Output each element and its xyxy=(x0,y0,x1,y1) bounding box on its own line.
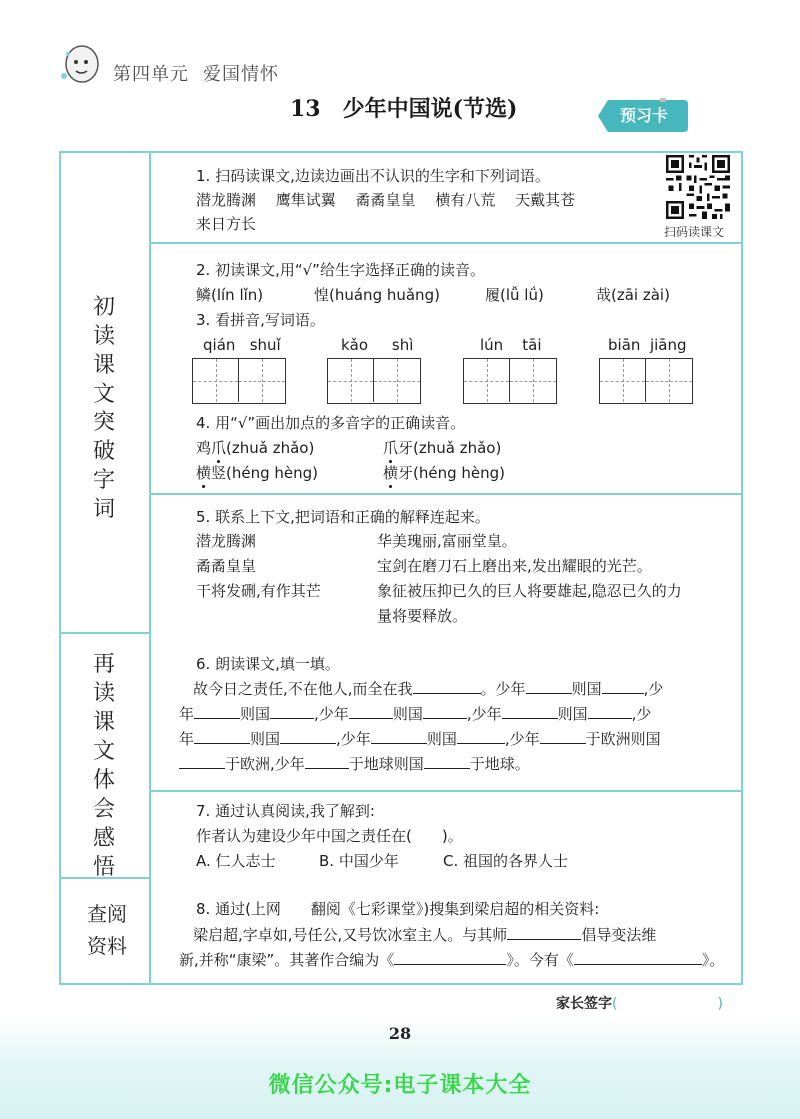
divider xyxy=(151,493,741,495)
fill-blank[interactable] xyxy=(179,755,225,769)
q3-pinyin: lún tāi xyxy=(480,336,542,354)
q4-item: 鸡爪(zhuǎ zhǎo) xyxy=(196,439,315,457)
fill-blank[interactable] xyxy=(394,951,506,965)
q3-pinyin: kǎo shì xyxy=(341,336,414,354)
grid-cell[interactable] xyxy=(600,359,646,402)
section2-title-b: 体 会 感 悟 xyxy=(92,768,115,880)
unit-label: 第四单元 xyxy=(113,64,189,85)
parent-signature[interactable]: 家长签字( ) xyxy=(556,996,723,1012)
writing-grid[interactable] xyxy=(327,358,421,404)
q2-item: 惶(huáng huǎng) xyxy=(314,286,440,304)
q5-term[interactable]: 潜龙腾渊 xyxy=(196,532,257,550)
q3-pinyin: biān jiāng xyxy=(608,336,687,354)
grid-cell[interactable] xyxy=(328,359,374,402)
section1-title-a: 初 读 课 文 xyxy=(92,295,115,407)
q2-item: 履(lǚ lǘ) xyxy=(485,286,544,304)
q5-term[interactable]: 干将发硎,有作其芒 xyxy=(196,582,321,600)
section-research xyxy=(61,877,151,983)
fill-blank[interactable] xyxy=(507,926,581,940)
fill-blank[interactable] xyxy=(540,730,586,744)
q3-prompt: 3. 看拼音,写词语。 xyxy=(196,311,325,329)
grid-cell[interactable] xyxy=(193,359,239,402)
q7-option-c[interactable]: C. 祖国的各界人士 xyxy=(443,852,569,870)
lesson-name: 少年中国说(节选) xyxy=(342,96,518,122)
section2-title-a: 再 读 课 文 xyxy=(92,652,115,764)
fill-blank[interactable] xyxy=(588,705,632,719)
grid-cell[interactable] xyxy=(239,359,285,402)
fill-blank[interactable] xyxy=(526,680,572,694)
q2-item: 鳞(lín lǐn) xyxy=(196,286,264,304)
q7-option-a[interactable]: A. 仁人志士 xyxy=(196,852,276,870)
divider xyxy=(151,242,741,244)
fill-blank[interactable] xyxy=(194,730,250,744)
fill-blank[interactable] xyxy=(424,755,470,769)
writing-grid[interactable] xyxy=(192,358,286,404)
grid-cell[interactable] xyxy=(464,359,510,402)
q2-prompt: 2. 初读课文,用“√”给生字选择正确的读音。 xyxy=(196,261,485,279)
q7-prompt: 7. 通过认真阅读,我了解到: xyxy=(196,802,375,820)
fill-blank[interactable] xyxy=(502,705,558,719)
q8-line2: 新,并称“康梁”。其著作合编为《 》。今有《 》。 xyxy=(179,951,725,969)
q1-words-line1: 潜龙腾渊 鹰隼试翼 矞矞皇皇 横有八荒 天戴其苍 xyxy=(196,191,576,209)
unit-heading xyxy=(113,60,293,86)
mascot-icon xyxy=(58,42,102,88)
fill-blank[interactable] xyxy=(194,705,240,719)
q6-line3: 年 则国 ,少年 则国 ,少年 于欧洲则国 xyxy=(179,730,661,748)
qr-label: 扫码读课文 xyxy=(664,225,725,239)
signature-label: 家长签字 xyxy=(556,996,612,1012)
q5-term[interactable]: 矞矞皇皇 xyxy=(196,557,257,575)
fill-blank[interactable] xyxy=(305,755,349,769)
q1-words-line2: 来日方长 xyxy=(196,215,257,233)
fill-blank[interactable] xyxy=(574,951,702,965)
fill-blank[interactable] xyxy=(371,730,427,744)
section-first-reading xyxy=(61,153,151,632)
wechat-watermark: 微信公众号:电子课本大全 xyxy=(268,1073,532,1098)
q5-prompt: 5. 联系上下文,把词语和正确的解释连起来。 xyxy=(196,508,490,526)
q6-prompt: 6. 朗读课文,填一填。 xyxy=(196,655,340,673)
lesson-number: 13 xyxy=(290,96,321,122)
fill-blank[interactable] xyxy=(457,730,505,744)
fill-blank[interactable] xyxy=(413,680,481,694)
section-reread xyxy=(61,632,151,880)
fill-blank[interactable] xyxy=(602,680,644,694)
q6-line4: 于欧洲,少年 于地球则国 于地球。 xyxy=(179,753,530,774)
fill-blank[interactable] xyxy=(280,730,336,744)
grid-cell[interactable] xyxy=(374,359,420,402)
q8-line1: 梁启超,字卓如,号任公,又号饮冰室主人。与其师 倡导变法维 xyxy=(193,926,657,944)
unit-theme: 爱国情怀 xyxy=(203,64,279,85)
q5-meaning[interactable]: 宝剑在磨刀石上磨出来,发出耀眼的光芒。 xyxy=(377,557,652,575)
preview-card-tag xyxy=(598,98,690,134)
q4-item: 横牙(héng hèng) xyxy=(383,464,506,482)
q4-prompt: 4. 用“√”画出加点的多音字的正确读音。 xyxy=(196,414,466,432)
writing-grid[interactable] xyxy=(599,358,693,404)
page-number: 28 xyxy=(388,1024,412,1043)
q3-pinyin: qián shuǐ xyxy=(203,336,281,354)
q7-option-b[interactable]: B. 中国少年 xyxy=(319,852,399,870)
section3-title-b: 资料 xyxy=(87,934,127,958)
q5-meaning-cont: 量将要释放。 xyxy=(377,607,468,625)
fill-blank[interactable] xyxy=(349,705,393,719)
writing-grid[interactable] xyxy=(463,358,557,404)
divider xyxy=(151,790,741,792)
tag-label: 预习卡 xyxy=(619,106,668,125)
fill-blank[interactable] xyxy=(423,705,467,719)
q5-meaning[interactable]: 象征被压抑已久的巨人将要雄起,隐忍已久的力 xyxy=(377,582,682,600)
section1-title-b: 突 破 字 词 xyxy=(92,410,115,522)
qr-code-icon xyxy=(666,155,730,219)
q7-question: 作者认为建设少年中国之责任在( )。 xyxy=(196,827,463,845)
q6-line2: 年 则国 ,少年 则国 ,少年 则国 ,少 xyxy=(179,705,652,723)
q1-prompt: 1. 扫码读课文,边读边画出不认识的生字和下列词语。 xyxy=(196,167,550,185)
grid-cell[interactable] xyxy=(646,359,692,402)
lesson-title xyxy=(290,92,517,123)
section3-title-a: 查阅 xyxy=(87,902,127,926)
q2-item: 哉(zāi zài) xyxy=(596,286,670,304)
q5-meaning[interactable]: 华美瑰丽,富丽堂皇。 xyxy=(377,532,517,550)
q8-prompt: 8. 通过(上网 翻阅《七彩课堂》)搜集到梁启超的相关资料: xyxy=(196,900,600,918)
fill-blank[interactable] xyxy=(270,705,314,719)
grid-cell[interactable] xyxy=(510,359,556,402)
q4-item: 爪牙(zhuǎ zhǎo) xyxy=(383,439,502,457)
q6-line1: 故今日之责任,不在他人,而全在我 。少年 则国 ,少 xyxy=(193,680,664,698)
worksheet-frame xyxy=(59,151,743,985)
q4-item: 横竖(héng hèng) xyxy=(196,464,319,482)
